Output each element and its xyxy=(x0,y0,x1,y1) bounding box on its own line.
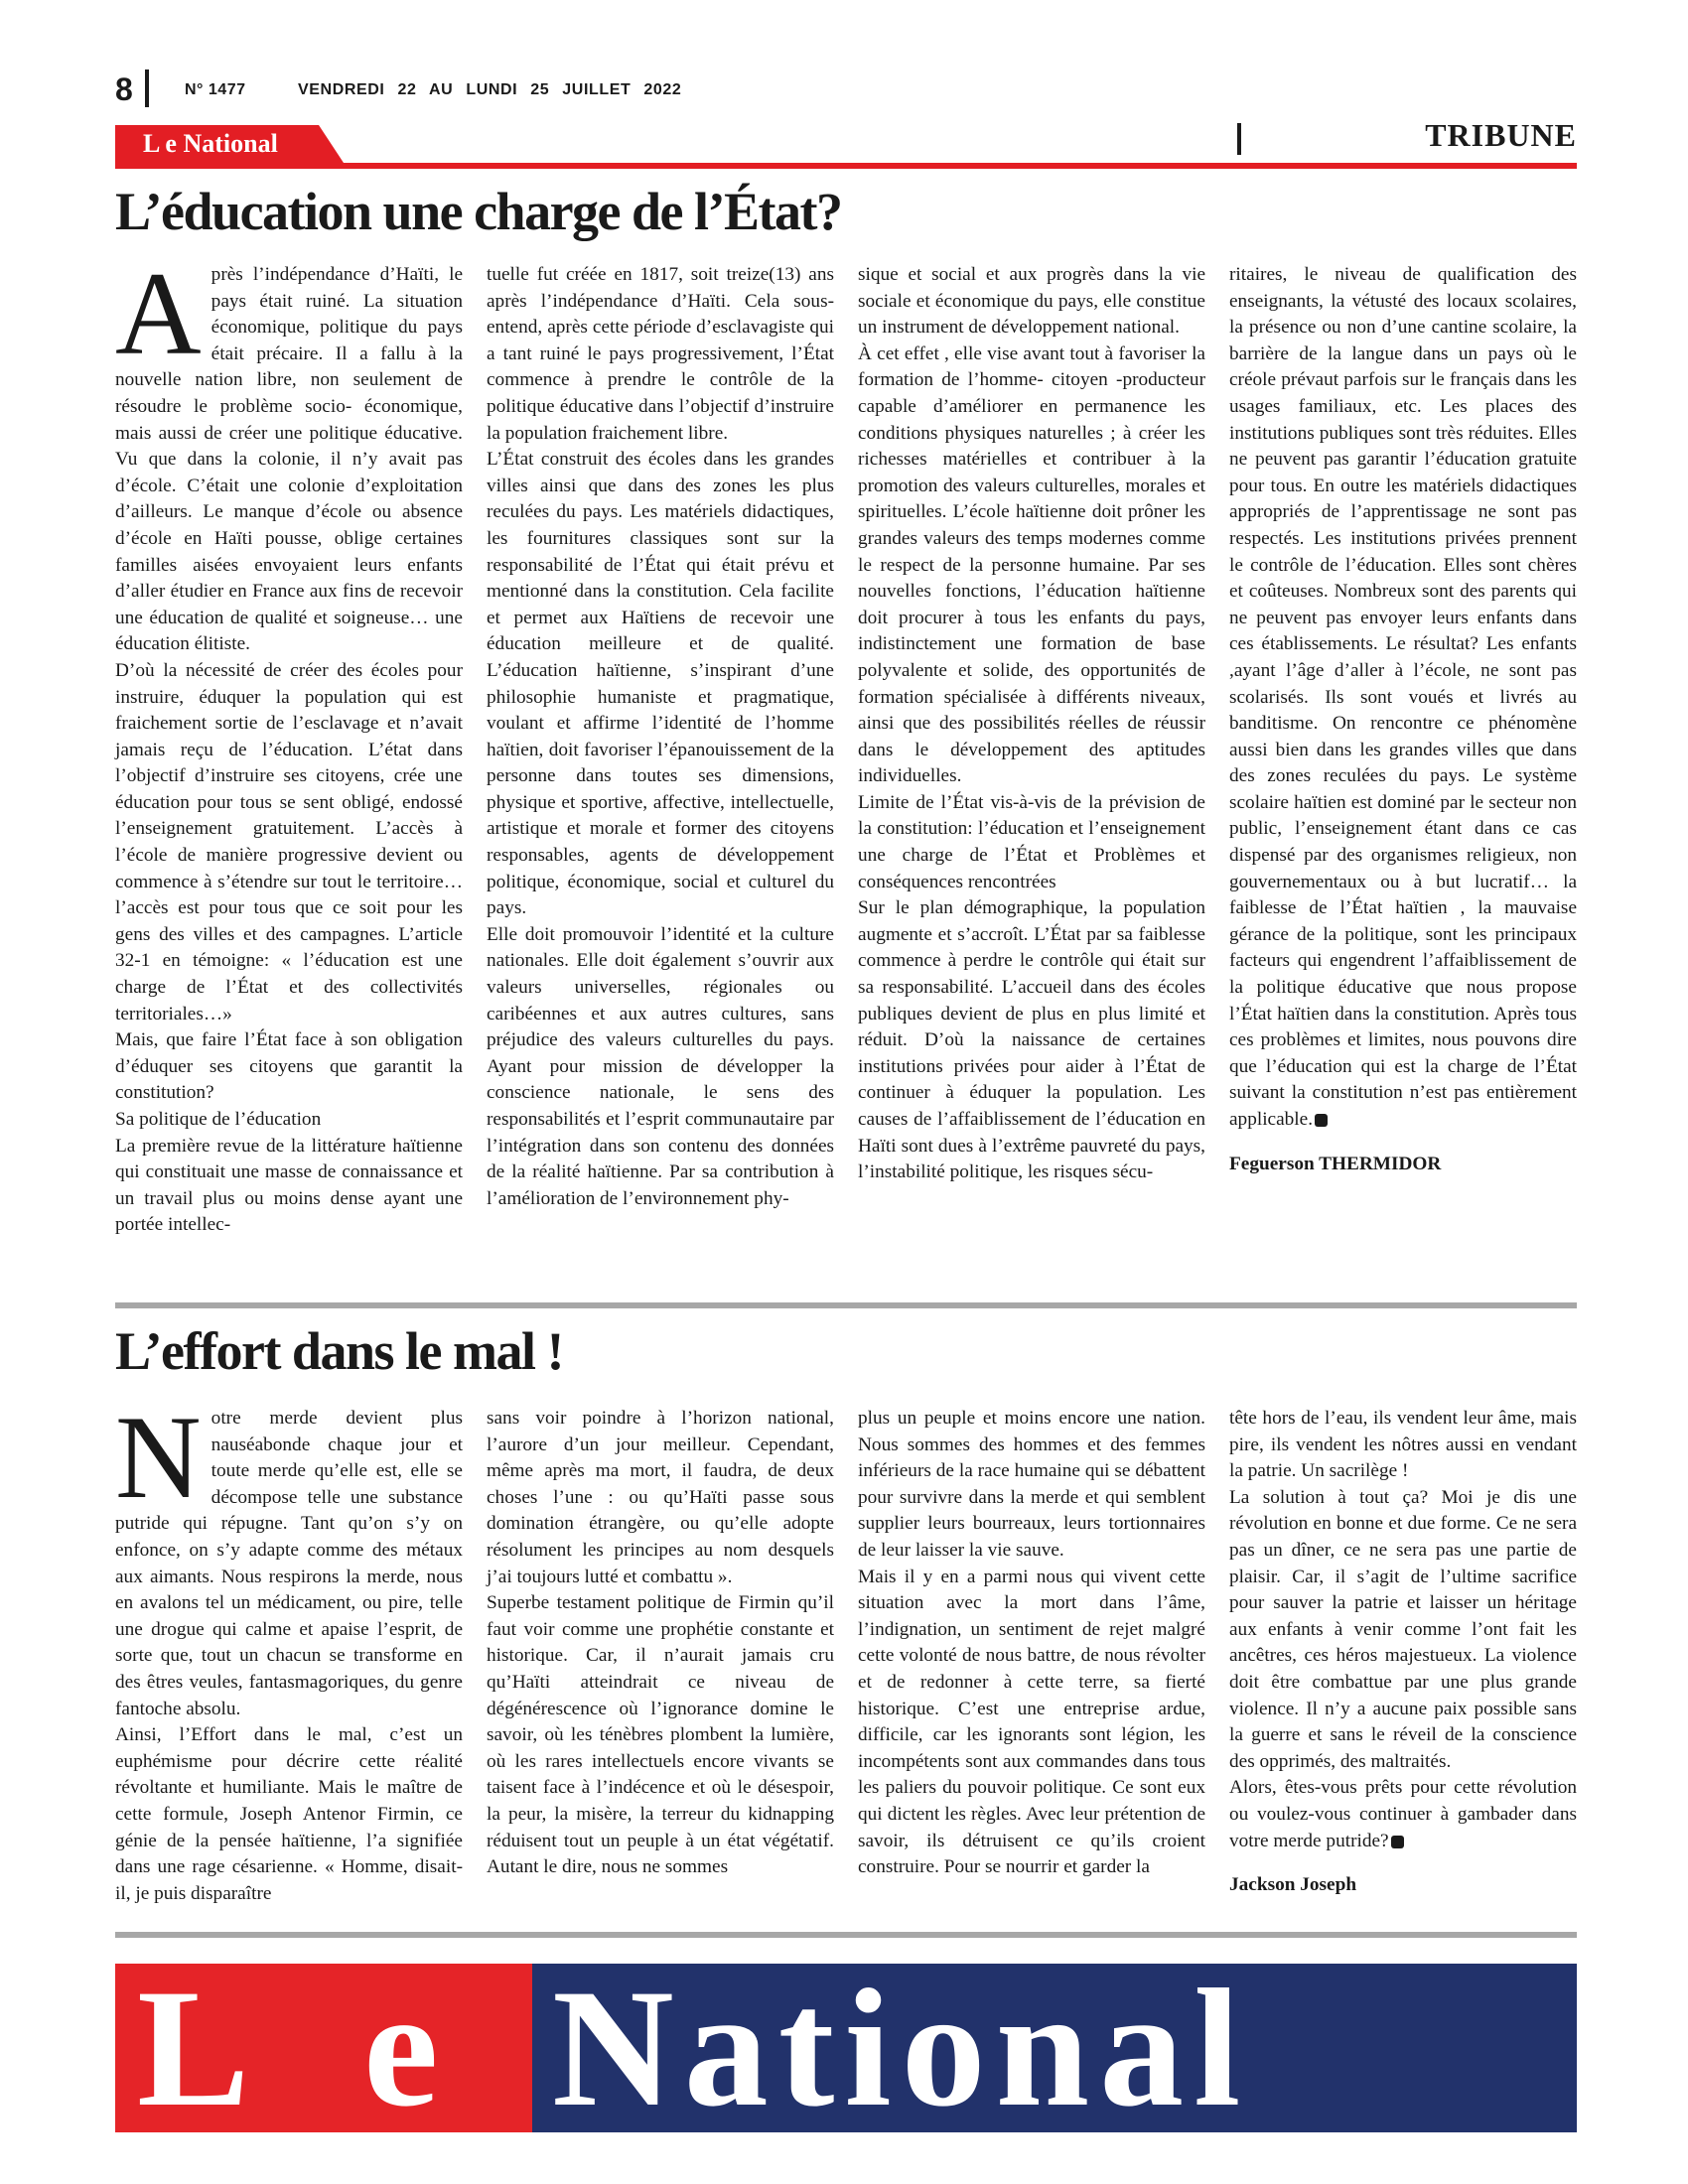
article2-headline: L’effort dans le mal ! xyxy=(115,1321,563,1381)
article1-text: près l’indépendance d’Haïti, le pays était ruiné. La situation économique, politique du pays était précaire. Il a fallu à la nouvelle nation libre, non seulement de résoudre le problème socio- économique, mais aussi de créer une politique éducative. Vu que dans la colonie, il n’y avait pas d’école. C’était une colonie d’exploitation d’ailleurs. Le manque d’école ou absence d’école en Haïti pousse, oblige certaines familles aisées envoyaient leurs enfants d’aller étudier en France aux fins de recevoir une éducation de qualité et soigneuse… une éducation élitiste. xyxy=(115,264,463,655)
end-mark-icon xyxy=(1391,1836,1404,1848)
article2-dropcap: N xyxy=(115,1391,202,1523)
article1-paragraph: Elle doit promouvoir l’identité et la culture nationales. Elle doit également s’ouvrir aux valeurs universelles, régionales ou caribéennes et aux autres cultures, sans préjudice des valeurs culturelles du pays. Ayant pour mission de développer la conscience nationale, le sens des responsabilités et l’esprit communautaire par l’intégration dans son contenu des données de la réalité haïtienne. Par sa contribution à l’amélioration de l’environnement phy- xyxy=(487,923,834,1209)
article2-paragraph: tête hors de l’eau, ils vendent leur âme, mais pire, ils vendent les nôtres aussi en vendant la patrie. Un sacrilège ! xyxy=(1229,1408,1577,1482)
end-mark-icon xyxy=(1315,1114,1328,1127)
article1-column-4 xyxy=(1229,262,1577,1177)
article1-text: ritaires, le niveau de qualification des enseignants, la vétusté des locaux scolaires, la présence ou non d’une cantine scolaire, la barrière de la langue dans un pays où le créole prévaut parfois sur le français dans les usages familiaux, etc. Les places des institutions publiques sont très réduites. Elles ne peuvent pas garantir l’éducation gratuite pour tous. En outre les matériels didactiques appropriés de l’apprentissage ne sont pas respectés. Les institutions privées prennent le contrôle de l’éducation. Elles sont chères et coûteuses. Nombreux sont des parents qui ne peuvent pas envoyer leurs enfants dans ces établissements. Le résultat? Les enfants ,ayant l’âge d’aller à l’école, ne sont pas scolarisés. Ils sont voués et livrés au banditisme. On rencontre ce phénomène aussi bien dans les grandes villes que dans des zones reculées du pays. Le système scolaire haïtien est dominé par le secteur non public, l’enseignement étant dans ce cas dispensé par des organismes religieux, non gouvernementaux ou à but lucratif… la faiblesse de l’État haïtien , la mauvaise gérance de la politique, sont les principaux facteurs qui engendrent l’affaiblissement de la politique éducative que nous propose l’État haïtien dans la constitution. Après tous ces problèmes et limites, nous pouvons dire que l’éducation qui est la charge de l’État suivant la constitution n’est pas entièrement applicable. xyxy=(1229,264,1577,1130)
article2-text: Alors, êtes-vous prêts pour cette révolution ou voulez-vous continuer à gambader dans votre merde putride? xyxy=(1229,1777,1577,1851)
article1-column-2 xyxy=(487,262,834,1212)
tag-label: L e National xyxy=(143,129,278,158)
article2-paragraph: Mais il y en a parmi nous qui vivent cette situation avec la mort dans l’âme, l’indignation, un sentiment de rejet malgré cette volonté de nous battre, de nous révolter et de redonner à cette terre, sa fierté historique. C’est une entreprise ardue, difficile, car les ignorants sont légion, les incompétents sont aux commandes dans tous les paliers du pouvoir politique. Ce sont eux qui dictent les règles. Avec leur prétention de savoir, ils détruisent ce qu’ils croient construire. Pour se nourrir et garder la xyxy=(858,1566,1205,1878)
article1-paragraph xyxy=(1229,262,1577,1134)
masthead-divider xyxy=(115,1932,1577,1938)
header-red-rule xyxy=(115,163,1577,169)
page-number: 8 xyxy=(115,71,133,107)
article-divider xyxy=(115,1302,1577,1308)
article2-author: Jackson Joseph xyxy=(1229,1874,1357,1896)
article2-paragraph: La solution à tout ça? Moi je dis une révolution en bonne et due forme. Ce ne sera pas un dîner, ce ne sera pas une partie de plaisir. Car, il s’agit de l’ultime sacrifice pour sauver la patrie et laisser un héritage aux enfants à venir comme l’ont fait les ancêtres, ces héros majestueux. La violence doit être combattue par une plus grande violence. Il n’y a aucune paix possible sans la guerre et sans le réveil de la conscience des opprimés, des maltraités. xyxy=(1229,1486,1577,1772)
article2-paragraph: plus un peuple et moins encore une nation. Nous sommes des hommes et des femmes inférieurs de la race humaine qui se débattent pour survivre dans la merde et qui semblent supplier leurs bourreaux, leurs tortionnaires de leur laisser la vie sauve. xyxy=(858,1408,1205,1561)
folio-divider xyxy=(145,69,149,107)
article1-column-1 xyxy=(115,247,463,1239)
article1-paragraph: Sur le plan démographique, la population augmente et s’accroît. L’État par sa faiblesse commence à perdre le contrôle qui était sur sa responsabilité. L’accueil dans des écoles publiques devient de plus en plus limité et réduit. D’où la naissance de certaines institutions privées pour aider à l’État de continuer à éduquer la population. Les causes de l’affaiblissement de l’éducation en Haïti sont dues à l’extrême pauvreté du pays, l’instabilité politique, les risques sécu- xyxy=(858,897,1205,1183)
article2-column-1 xyxy=(115,1391,463,1907)
issue-number: N° 1477 xyxy=(185,81,246,98)
article1-subhead: Sa politique de l’éducation xyxy=(115,1109,322,1130)
article2-column-2 xyxy=(487,1406,834,1881)
article1-dropcap: A xyxy=(115,247,202,379)
masthead-word-national: National xyxy=(552,1955,1251,2141)
masthead-letter-l: L xyxy=(137,1955,256,2141)
masthead-logo xyxy=(115,1955,1577,2141)
publication-tag xyxy=(115,125,344,163)
issue-date: VENDREDI 22 AU LUNDI 25 JUILLET 2022 xyxy=(298,81,682,98)
article1-paragraph: La première revue de la littérature haïtienne qui constituait une masse de connaissance et un travail plus ou moins dense ayant une portée intellec- xyxy=(115,1135,463,1236)
article1-paragraph: sique et social et aux progrès dans la vie sociale et économique du pays, elle constitue un instrument de développement national. xyxy=(858,264,1205,339)
article2-paragraph: sans voir poindre à l’horizon national, l’aurore d’un jour meilleur. Cependant, même après ma mort, il faudra, de deux choses l’une : ou qu’Haïti passe sous domination étrangère, ou qu’elle adopte résolument les principes au nom desquels j’ai toujours lutté et combattu ». xyxy=(487,1408,834,1587)
article1-headline: L’éducation une charge de l’État? xyxy=(115,182,842,241)
article1-column-3 xyxy=(858,262,1205,1186)
article2-text: otre merde devient plus nauséabonde chaque jour et toute merde qu’elle est, elle se décompose telle une substance putride qui répugne. Tant qu’on s’y on enfonce, on s’y adapte comme des métaux aux aimants. Nous respirons la merde, nous en avalons tel un médicament, ou pire, telle une drogue qui calme et apaise l’esprit, de sorte que, tout un chacun se transforme en des êtres veules, fantasmagoriques, du genre fantoche absolu. xyxy=(115,1408,463,1719)
section-title: TRIBUNE xyxy=(1425,117,1577,153)
article1-paragraph: Mais, que faire l’État face à son obligation d’éduquer ses citoyens que garantit la constitution? xyxy=(115,1029,463,1104)
article1-paragraph: À cet effet , elle vise avant tout à favoriser la formation de l’homme- citoyen -producteur capable d’améliorer en permanence les conditions physiques naturelles ; à créer les richesses matérielles et contribuer à la promotion des valeurs culturelles, morales et spirituelles. L’école haïtienne doit prôner les grandes valeurs des temps modernes comme le respect de la personne humaine. Par ses nouvelles fonctions, l’éducation haïtienne doit procurer à tous les enfants du pays, indistinctement une formation de base polyvalente et solide, des opportunités de formation spécialisée à différents niveaux, ainsi que des possibilités réelles de réussir dans le développement des aptitudes individuelles. xyxy=(858,342,1205,787)
article1-paragraph xyxy=(115,247,463,658)
article2-column-3 xyxy=(858,1406,1205,1881)
article1-paragraph: L’État construit des écoles dans les grandes villes ainsi que dans des zones les plus reculées du pays. Les matériels didactiques, les fournitures classiques sont sur la responsabilité de l’État qui était prévu et mentionné dans la constitution. Cela facilite et permet aux Haïtiens de recevoir une éducation meilleure et de qualité. L’éducation haïtienne, s’inspirant d’une philosophie humaniste et pragmatique, voulant et affirme l’identité de l’homme haïtien, doit favoriser l’épanouissement de la personne dans toutes ses dimensions, physique et sportive, affective, intellectuelle, artistique et morale et former des citoyens responsables, agents de développement politique, économique, social et culturel du pays. xyxy=(487,449,834,919)
article1-paragraph: D’où la nécessité de créer des écoles pour instruire, éduquer la population qui est fraichement sortie de l’esclavage et n’avait jamais reçu de l’éducation. L’état dans l’objectif d’instruire ses citoyens, crée une éducation pour tous se sent obligé, endossé l’enseignement gratuitement. L’accès à l’école de manière progressive devient ou commence à s’étendre sur tout le territoire…l’accès est pour tous que ce soit pour les gens des villes et des campagnes. L’article 32-1 en témoigne: « l’éducation est une charge de l’État et des collectivités territoriales…» xyxy=(115,659,463,1024)
article1-paragraph: tuelle fut créée en 1817, soit treize(13) ans après l’indépendance d’Haïti. Cela sous-entend, après cette période d’esclavagiste qui a tant ruiné le pays progressivement, l’État commence à prendre le contrôle de la politique éducative dans l’objectif d’instruire la population fraichement libre. xyxy=(487,264,834,444)
article2-paragraph: Superbe testament politique de Firmin qu’il faut voir comme une prophétie constante et historique. Car, il n’aurait jamais cru qu’Haïti atteindrait ce niveau de dégénérescence où l’ignorance domine le savoir, où les ténèbres plombent la lumière, où les rares intellectuels encore vivants se taisent face à l’indécence et où le désespoir, la peur, la misère, la terreur du kidnapping réduisent tout un peuple à un état végétatif. Autant le dire, nous ne sommes xyxy=(487,1592,834,1878)
article2-paragraph: Ainsi, l’Effort dans le mal, c’est un euphémisme pour décrire cette réalité révoltante et humiliante. Mais le maître de cette formule, Joseph Antenor Firmin, ce génie de la pensée haïtienne, l’a signifiée dans une rage césarienne. « Homme, disait-il, je puis disparaître xyxy=(115,1724,463,1904)
masthead-letter-e: e xyxy=(363,1955,445,2141)
article2-paragraph xyxy=(115,1391,463,1722)
article1-subhead: Limite de l’État vis-à-vis de la prévision de la constitution: l’éducation et l’enseignement une charge de l’État et Problèmes et conséquences rencontrées xyxy=(858,791,1205,892)
article2-paragraph xyxy=(1229,1775,1577,1854)
article1-author: Feguerson THERMIDOR xyxy=(1229,1153,1442,1174)
article2-column-4 xyxy=(1229,1406,1577,1899)
section-divider xyxy=(1237,123,1241,155)
